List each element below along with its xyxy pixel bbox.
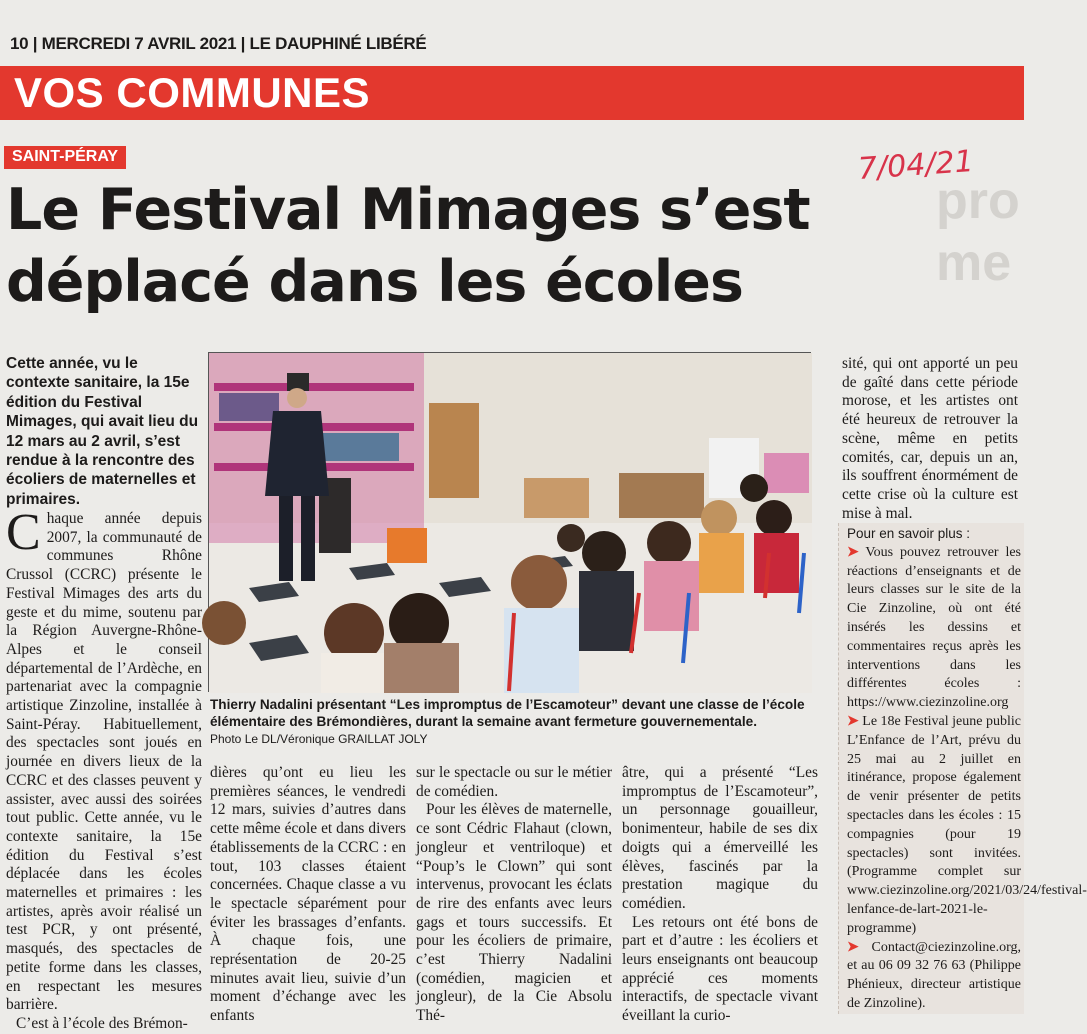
column-4-paragraph-1: âtre, qui a présenté “Les impromptus de l’Escamoteur”, un personnage gouailleur, bonimenteur, habile de ses dix doigts qui a émerveillé les élèves, fascinés par la prestation magique du comédien. [622,764,818,912]
column-4-paragraph-2: Les retours ont été bons de part et d’autre : les écoliers et leurs enseignants ont beaucoup apprécié ces moments interactifs, de spectacle vivant éveillant la curio- [622,913,818,1025]
location-kicker: SAINT-PÉRAY [4,146,126,169]
arrow-icon: ➤ [847,713,859,729]
column-3-paragraph-2: Pour les élèves de maternelle, ce sont Cédric Flahaut (clown, jongleur et ventriloque) et “Poup’s le Clown” qui sont intervenus, provocant les éclats de rire des enfants avec leurs gags et tours successifs. Et pour les écoliers de primaire, c’est Thierry Nadalini (comédien, magicien et jongleur), de la Cie Absolu Thé- [416,801,612,1025]
article-column-3 [416,764,612,1026]
handwritten-date: 7/04/21 [856,144,975,187]
dateline: 10 | MERCREDI 7 AVRIL 2021 | LE DAUPHINÉ LIBÉRÉ [10,34,427,53]
photo-credit: Photo Le DL/Véronique GRAILLAT JOLY [210,732,428,746]
info-sidebar [838,523,1087,1014]
section-title: VOS COMMUNES [14,69,371,116]
sidebar-item-text: Vous pouvez retrouver les réactions d’enseignants et de leurs classes sur le site de la Cie Zinzoline, où ont été insérés les dessins et commentaires reçus après les interventions dans les différentes écoles : https://www.ciezinzoline.org [847,544,1021,711]
arrow-icon: ➤ [847,544,859,560]
sidebar-item-text: Contact@ciezinzoline.org, et au 06 09 32 76 63 (Philippe Phénieux, directeur artistique de Zinzoline). [847,939,1021,1011]
sidebar-item [847,713,1087,939]
article-column-5: sité, qui ont apporté un peu de gaîté dans cette période morose, et les artistes ont été heureux de retrouver la scène, même en petits comités, car, depuis un an, ils souffrent énormément de cette crise où la culture est mise à mal. [842,355,1018,522]
headline: Le Festival Mimages s’est déplacé dans les écoles [6,177,810,315]
section-banner [0,66,1024,120]
column-1-paragraph-2: C’est à l’école des Brémon- [16,1014,188,1032]
dropcap: C [6,504,41,561]
classroom-photo-illustration [209,353,812,693]
article-column-1 [6,504,202,1034]
article-column-2: dières qu’ont eu lieu les premières séances, le vendredi 12 mars, suivies d’autres dans cette même école et dans divers établissements de la CCRC : en tout, 103 classes étaient concernées. Chaque classe a vu le spectacle séparément pour éviter les brassages d’enfants. À chaque fois, une représentation de 20-25 minutes avait lieu, suivie d’un moment d’échange avec les enfants [210,764,406,1025]
photo-caption: Thierry Nadalini présentant “Les impromptus de l’Escamoteur” devant une classe de l’école élémentaire des Brémondières, durant la semaine avant fermeture gouvernementale. [210,697,805,729]
arrow-icon: ➤ [847,939,859,955]
sidebar-title: Pour en savoir plus : [847,526,971,541]
article-intro: Cette année, vu le contexte sanitaire, la 15e édition du Festival Mimages, qui avait lieu du 12 mars au 2 avril, s’est rendue à la rencontre des écoliers de maternelles et primaires. [6,355,199,508]
column-1-paragraph: haque année depuis 2007, la communauté de communes Rhône Crussol (CCRC) présente le Festival Mimages des arts du geste et du mime, soutenu par la Région Auvergne-Rhône-Alpes et le conseil départemental de l’Ardèche, en partenariat avec la compagnie artistique Zinzoline, installée à Saint-Péray. Habituellement, des spectacles sont joués en journée en divers lieux de la CCRC et des classes peuvent y assister, avec aussi des soirées tout public. Cette année, vu le contexte sanitaire, la 15e édition du Festival s’est déplacée dans les écoles maternelles et primaires : les artistes, après avoir réalisé un test PCR, y ont présenté, masqués, des spectacles de petite forme dans les classes, en respectant les mesures barrière. [6,510,202,1014]
column-3-paragraph-1: sur le spectacle ou sur le métier de comédien. [416,764,612,800]
sidebar-item-text: Le 18e Festival jeune public L’Enfance de l’Art, prévu du 25 mai au 2 juillet en itinérance, propose également de venir présenter de petits spectacles dans les écoles : 15 compagnies (pour 19 spectacles) sont invitées. (Programme complet sur www.ciezinzoline.org/2021/03/24/festival-lenfance-de-lart-2021-le-programme) [847,713,1087,936]
sidebar-item [847,544,1021,713]
sidebar-item [847,939,1021,1014]
article-photo [208,352,811,692]
bleed-through-text: pro me [936,172,1020,292]
article-column-4 [622,764,818,1026]
